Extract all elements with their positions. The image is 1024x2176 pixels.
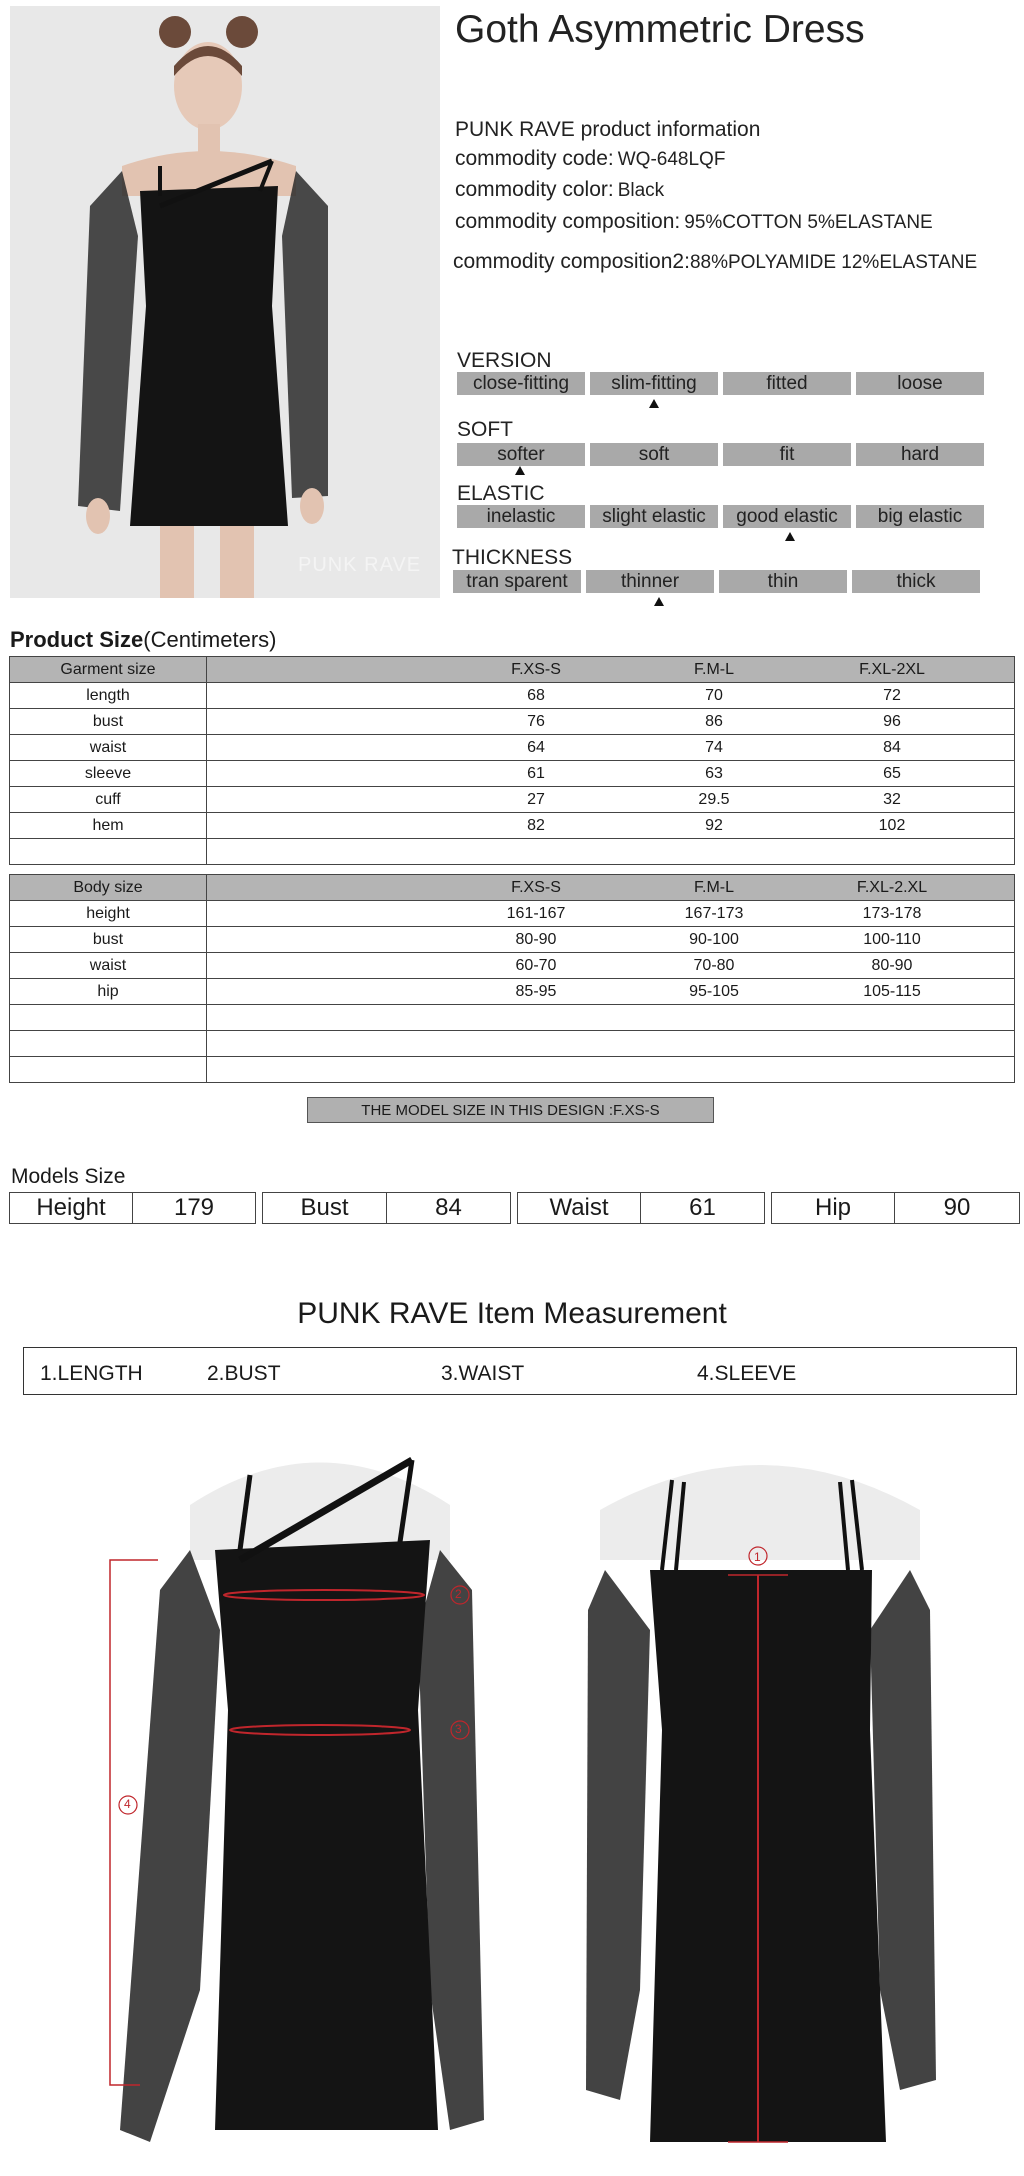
models-size-title: Models Size <box>11 1165 126 1188</box>
row-label: waist <box>10 953 207 979</box>
soft-scale <box>457 443 984 466</box>
soft-label: SOFT <box>457 418 513 441</box>
row-values <box>207 761 1015 787</box>
row-label: waist <box>10 735 207 761</box>
table-cell: 76 <box>527 712 545 730</box>
table-cell: 84 <box>883 738 901 756</box>
row-values <box>207 901 1015 927</box>
commodity-code <box>455 147 725 171</box>
table-cell: 161-167 <box>506 904 566 922</box>
thickness-option: thin <box>719 570 847 593</box>
table-cell: 70-80 <box>693 956 735 974</box>
header-cell: F.M-L <box>694 660 734 678</box>
measure-label: Waist <box>518 1193 641 1223</box>
header-cell: F.XS-S <box>511 660 561 678</box>
color-label: commodity color: <box>455 178 614 201</box>
table-cell: 167-173 <box>684 904 744 922</box>
table-row <box>10 735 1015 761</box>
elastic-option: good elastic <box>723 505 851 528</box>
table-header-row <box>10 657 1015 683</box>
marker-3-label: 3 <box>455 1722 462 1736</box>
measure-value: 61 <box>689 1194 716 1221</box>
table-cell: 74 <box>705 738 723 756</box>
legend-item: 4.SLEEVE <box>697 1362 797 1385</box>
empty-cell <box>10 839 207 865</box>
product-size-title <box>10 627 277 653</box>
marker-4-label: 4 <box>124 1797 131 1811</box>
empty-cell <box>10 1057 207 1083</box>
marker-2-label: 2 <box>455 1587 462 1601</box>
elastic-label: ELASTIC <box>457 482 545 505</box>
commodity-composition2 <box>453 250 977 274</box>
dress-back-diagram <box>580 1430 940 2170</box>
version-marker <box>649 399 659 408</box>
garment-size-table <box>9 656 1015 865</box>
model-measure-height <box>9 1192 256 1224</box>
header-cell: F.M-L <box>694 878 734 896</box>
empty-cell <box>10 1005 207 1031</box>
measurement-title: PUNK RAVE Item Measurement <box>297 1297 727 1330</box>
table-cell: 80-90 <box>515 930 557 948</box>
elastic-option: big elastic <box>856 505 984 528</box>
legend-item: 1.LENGTH <box>40 1362 143 1385</box>
empty-cell <box>207 1005 1015 1031</box>
composition2-label: commodity composition2: <box>453 250 690 273</box>
table-row <box>10 683 1015 709</box>
elastic-scale <box>457 505 984 528</box>
code-label: commodity code: <box>455 147 614 170</box>
measure-label: Bust <box>263 1193 387 1223</box>
header-cell: Garment size <box>10 657 207 683</box>
soft-marker <box>515 466 525 475</box>
soft-option: softer <box>457 443 585 466</box>
row-label: length <box>10 683 207 709</box>
thickness-scale <box>453 570 980 593</box>
soft-option: fit <box>723 443 851 466</box>
thickness-marker <box>654 597 664 606</box>
table-cell: 27 <box>527 790 545 808</box>
measure-value: 84 <box>435 1194 462 1221</box>
header-values <box>207 875 1015 901</box>
commodity-composition <box>455 210 933 234</box>
header-values <box>207 657 1015 683</box>
table-cell: 32 <box>883 790 901 808</box>
thickness-label: THICKNESS <box>452 546 573 569</box>
row-values <box>207 927 1015 953</box>
legend-item: 3.WAIST <box>441 1362 525 1385</box>
header-cell: F.XS-S <box>511 878 561 896</box>
composition-label: commodity composition: <box>455 210 681 233</box>
table-cell: 72 <box>883 686 901 704</box>
table-row <box>10 979 1015 1005</box>
row-values <box>207 787 1015 813</box>
composition2-value: 88%POLYAMIDE 12%ELASTANE <box>689 252 978 273</box>
table-cell: 70 <box>705 686 723 704</box>
soft-option: hard <box>856 443 984 466</box>
dress-front-diagram <box>100 1430 540 2170</box>
body-size-table <box>9 874 1015 1083</box>
table-cell: 60-70 <box>515 956 557 974</box>
header-cell: F.XL-2XL <box>859 660 925 678</box>
empty-row <box>10 1031 1015 1057</box>
table-cell: 68 <box>527 686 545 704</box>
table-cell: 96 <box>883 712 901 730</box>
table-cell: 64 <box>527 738 545 756</box>
soft-option: soft <box>590 443 718 466</box>
empty-cell <box>207 839 1015 865</box>
table-row <box>10 813 1015 839</box>
table-row <box>10 953 1015 979</box>
table-row <box>10 787 1015 813</box>
legend-item: 2.BUST <box>207 1362 281 1385</box>
table-cell: 90-100 <box>689 930 739 948</box>
version-label: VERSION <box>457 349 552 372</box>
elastic-option: inelastic <box>457 505 585 528</box>
table-cell: 29.5 <box>698 790 730 808</box>
table-cell: 82 <box>527 816 545 834</box>
measure-value: 179 <box>173 1194 215 1221</box>
composition-value: 95%COTTON 5%ELASTANE <box>684 212 933 233</box>
header-cell: F.XL-2.XL <box>856 878 928 896</box>
measure-label: Height <box>10 1193 133 1223</box>
table-header-row <box>10 875 1015 901</box>
empty-cell <box>207 1031 1015 1057</box>
version-option: slim-fitting <box>590 372 718 395</box>
elastic-option: slight elastic <box>590 505 718 528</box>
table-cell: 85-95 <box>515 982 557 1000</box>
version-option: close-fitting <box>457 372 585 395</box>
row-values <box>207 813 1015 839</box>
models-size-bar <box>9 1192 1020 1224</box>
row-values <box>207 735 1015 761</box>
thickness-option: thinner <box>586 570 714 593</box>
table-row <box>10 927 1015 953</box>
row-label: sleeve <box>10 761 207 787</box>
product-photo <box>10 6 440 598</box>
color-value: Black <box>617 180 665 201</box>
table-row <box>10 709 1015 735</box>
table-row <box>10 901 1015 927</box>
model-measure-hip <box>771 1192 1020 1224</box>
table-cell: 61 <box>527 764 545 782</box>
elastic-marker <box>785 532 795 541</box>
row-label: bust <box>10 709 207 735</box>
row-label: cuff <box>10 787 207 813</box>
version-scale <box>457 372 984 395</box>
marker-1-label: 1 <box>754 1550 761 1564</box>
empty-row <box>10 1005 1015 1031</box>
table-cell: 102 <box>878 816 906 834</box>
table-cell: 65 <box>883 764 901 782</box>
model-measure-bust <box>262 1192 511 1224</box>
table-cell: 92 <box>705 816 723 834</box>
brand-line: PUNK RAVE product information <box>455 118 761 141</box>
header-cell: Body size <box>10 875 207 901</box>
row-values <box>207 953 1015 979</box>
version-option: fitted <box>723 372 851 395</box>
version-option: loose <box>856 372 984 395</box>
thickness-option: thick <box>852 570 980 593</box>
model-measure-waist <box>517 1192 765 1224</box>
table-cell: 100-110 <box>863 930 921 948</box>
empty-row <box>10 839 1015 865</box>
commodity-color <box>455 178 664 202</box>
row-label: bust <box>10 927 207 953</box>
empty-cell <box>207 1057 1015 1083</box>
row-values <box>207 709 1015 735</box>
row-label: hip <box>10 979 207 1005</box>
row-values <box>207 979 1015 1005</box>
measure-label: Hip <box>772 1193 895 1223</box>
table-row <box>10 761 1015 787</box>
model-illustration <box>10 6 440 598</box>
product-title: Goth Asymmetric Dress <box>455 8 865 51</box>
measurement-legend <box>23 1347 1017 1395</box>
table-cell: 86 <box>705 712 723 730</box>
row-label: height <box>10 901 207 927</box>
table-cell: 105-115 <box>863 982 921 1000</box>
photo-watermark: PUNK RAVE <box>298 554 422 576</box>
measure-value: 90 <box>943 1194 971 1221</box>
product-size-heading: Product Size <box>10 627 144 652</box>
table-cell: 95-105 <box>689 982 739 1000</box>
empty-cell <box>10 1031 207 1057</box>
thickness-option: tran sparent <box>453 570 581 593</box>
code-value: WQ-648LQF <box>617 149 726 170</box>
row-values <box>207 683 1015 709</box>
table-cell: 173-178 <box>862 904 922 922</box>
row-label: hem <box>10 813 207 839</box>
empty-row <box>10 1057 1015 1083</box>
table-cell: 63 <box>705 764 723 782</box>
table-cell: 80-90 <box>871 956 913 974</box>
product-size-unit: (Centimeters) <box>143 627 277 652</box>
model-size-note: THE MODEL SIZE IN THIS DESIGN :F.XS-S <box>307 1097 714 1123</box>
